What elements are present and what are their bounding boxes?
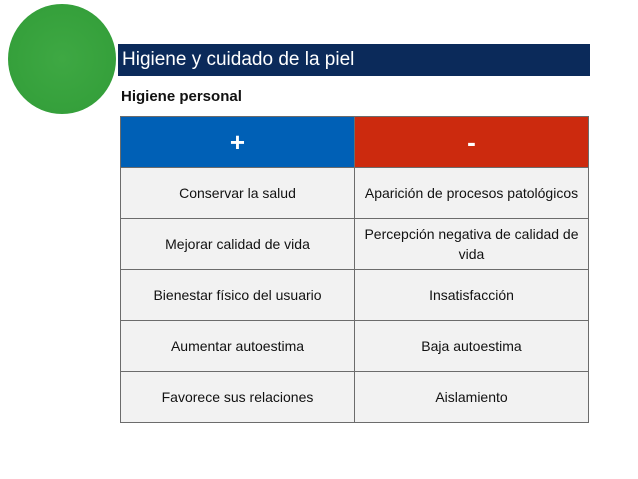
table-row <box>121 168 589 219</box>
plus-cell: Aumentar autoestima <box>121 321 355 372</box>
minus-cell: Aislamiento <box>355 372 589 423</box>
green-circle-decoration <box>8 4 116 114</box>
minus-cell: Percepción negativa de calidad de vida <box>355 219 589 270</box>
plus-cell: Conservar la salud <box>121 168 355 219</box>
slide-title: Higiene y cuidado de la piel <box>118 44 590 76</box>
plus-cell: Favorece sus relaciones <box>121 372 355 423</box>
table-header-row <box>121 117 589 168</box>
table-row <box>121 321 589 372</box>
table-row <box>121 219 589 270</box>
plus-header: + <box>121 117 355 168</box>
plus-cell: Bienestar físico del usuario <box>121 270 355 321</box>
minus-cell: Aparición de procesos patológicos <box>355 168 589 219</box>
table-row <box>121 270 589 321</box>
minus-cell: Baja autoestima <box>355 321 589 372</box>
slide-subtitle: Higiene personal <box>121 88 242 105</box>
plus-cell: Mejorar calidad de vida <box>121 219 355 270</box>
table-row <box>121 372 589 423</box>
minus-cell: Insatisfacción <box>355 270 589 321</box>
pros-cons-table <box>120 116 589 423</box>
minus-header: - <box>355 117 589 168</box>
